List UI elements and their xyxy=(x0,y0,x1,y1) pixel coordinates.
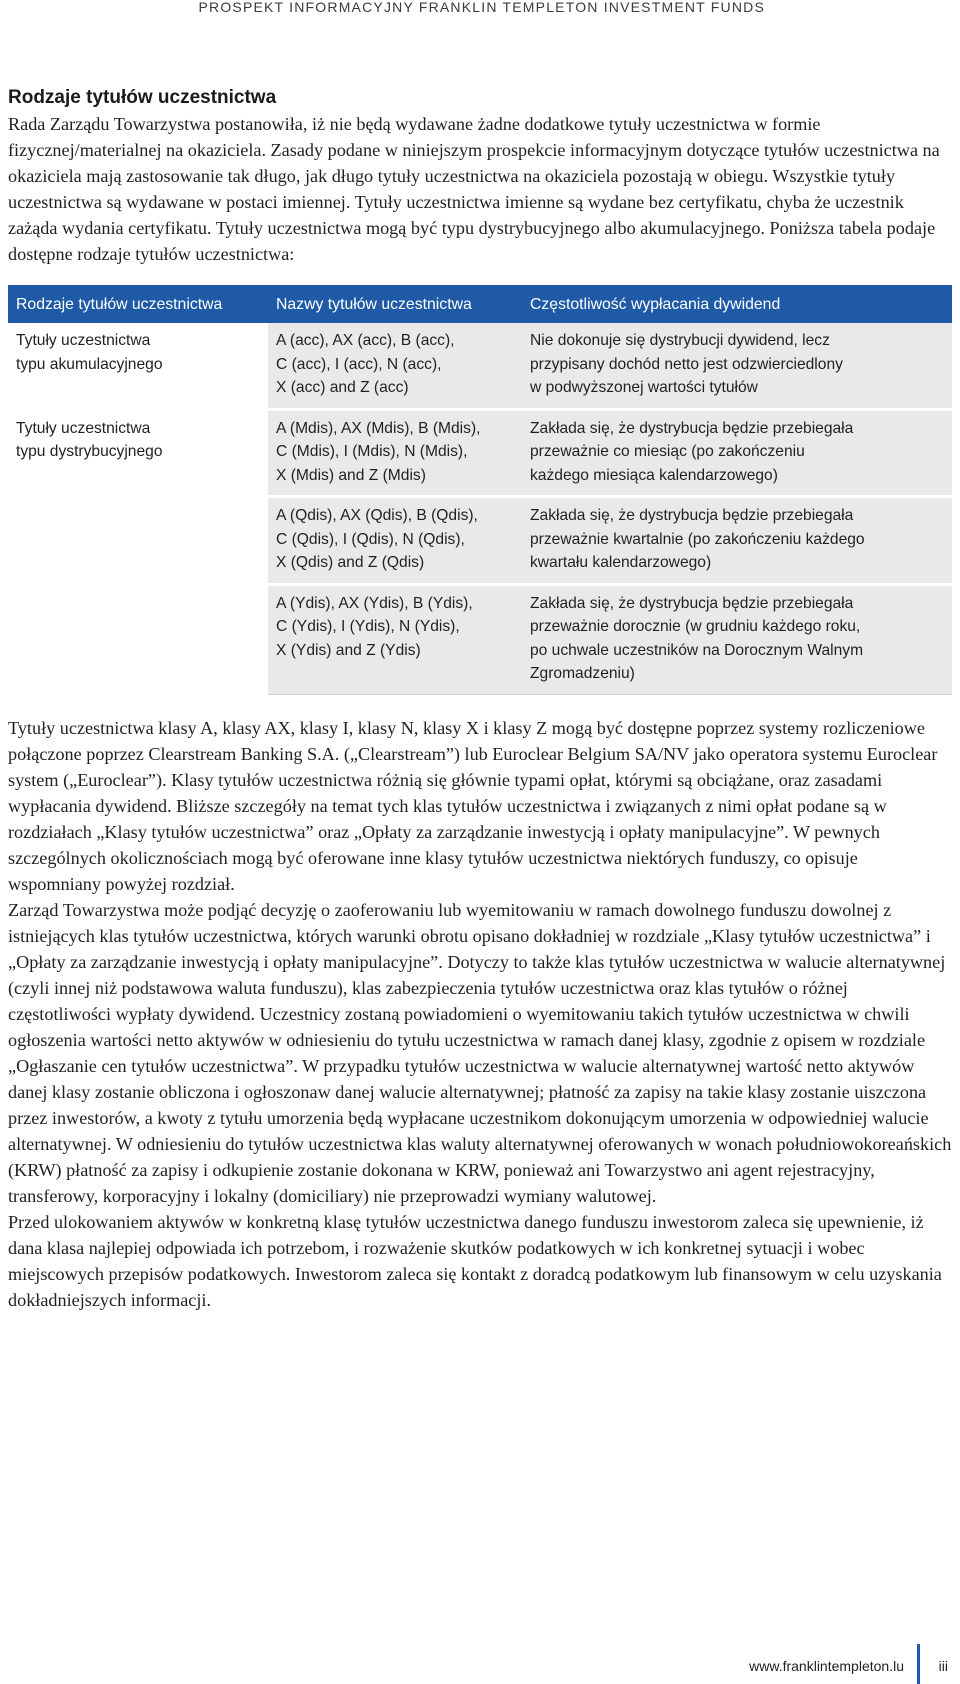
table-row xyxy=(8,409,952,497)
frequency-line: przeważnie dorocznie (w grudniu każdego roku, xyxy=(530,618,861,635)
table-header-cell: Rodzaje tytułów uczestnictwa xyxy=(8,285,268,323)
frequency-line: przypisany dochód netto jest odzwierciedlony xyxy=(530,355,843,373)
class-names-cell xyxy=(268,409,522,497)
class-names-line: X (acc) and Z (acc) xyxy=(276,379,409,396)
frequency-cell xyxy=(522,409,952,497)
table-header-cell: Nazwy tytułów uczestnictwa xyxy=(268,285,522,323)
class-type-line: typu akumulacyjnego xyxy=(16,355,163,373)
class-names-cell xyxy=(268,584,522,694)
footer-divider xyxy=(917,1644,920,1684)
class-names-line: A (Ydis), AX (Ydis), B (Ydis), xyxy=(276,594,473,612)
class-names-line: C (Qdis), I (Qdis), N (Qdis), xyxy=(276,530,465,548)
page-number: iii xyxy=(938,1658,948,1674)
table-header-cell: Częstotliwość wypłacania dywidend xyxy=(522,285,952,323)
body-paragraph: Przed ulokowaniem aktywów w konkretną klasę tytułów uczestnictwa danego funduszu inwestorom zaleca się upewnienie, iż dana klasa najlepiej odpowiada ich potrzebom, i rozważenie skutków podatkowych w ich konkretnej sytuacji i wobec miejscowych przepisów podatkowych. Inwestorom zaleca się kontakt z doradcą podatkowym lub finansowym w celu uzyskania dokładniejszych informacji. xyxy=(8,1211,942,1310)
body-paragraph: Zarząd Towarzystwa może podjąć decyzję o zaoferowaniu lub wyemitowaniu w ramach dowolnego funduszu dowolnej z istniejących klas tytułów uczestnictwa, których warunki obrotu opisano dokładniej w rozdziale „Klasy tytułów uczestnictwa” i „Opłaty za zarządzanie inwestycją i opłaty manipulacyjne”. Dotyczy to także klas tytułów uczestnictwa w walucie alternatywnej (czyli innej niż podstawowa waluta funduszu), klas zabezpieczenia tytułów uczestnictwa oraz klas tytułów o różnej częstotliwości wypłaty dywidend. Uczestnicy zostaną powiadomieni o wyemitowaniu takich tytułów uczestnictwa w chwili ogłoszenia wartości netto aktywów w odniesieniu do tytułu uczestnictwa w ramach danej klasy, zgodnie z opisem w rozdziale „Ogłaszanie cen tytułów uczestnictwa”. W przypadku tytułów uczestnictwa w walucie alternatywnej wartość netto aktywów danej klasy zostanie obliczona i ogłoszonaw danej walucie alternatywnej; płatność za zapisy na takie klasy zostanie uiszczona przez inwestorów, a kwoty z tytułu umorzenia będą wypłacane uczestnikom dokonującym umorzenia w odpowiedniej walucie alternatywnej. W odniesieniu do tytułów uczestnictwa klas waluty alternatywnej oferowanych w wonach południowokoreańskich (KRW) płatność za zapisy i odkupienie zostanie dokonana w KRW, ponieważ ani Towarzystwo ani agent rejestracyjny, transferowy, korporacyjny i lokalny (domiciliary) nie przeprowadzi wymiany walutowej. xyxy=(8,899,952,1206)
class-type-cell xyxy=(8,323,268,409)
class-type-line: typu dystrybucyjnego xyxy=(16,443,163,460)
body-paragraph: Tytuły uczestnictwa klasy A, klasy AX, klasy I, klasy N, klasy X i klasy Z mogą być dostępne poprzez systemy rozliczeniowe połączone poprzez Clearstream Banking S.A. („Clearstream”) lub Euroclear Belgium SA/NV jako operatora systemu Euroclear system („Euroclear”). Klasy tytułów uczestnictwa różnią się głównie typami opłat, którymi są obciążane, oraz zasadami wypłacania dywidend. Bliższe szczegóły na temat tych klas tytułów uczestnictwa i związanych z nimi opłat podane są w rozdziałach „Klasy tytułów uczestnictwa” oraz „Opłaty za zarządzanie inwestycją i opłaty manipulacyjne”. W pewnych szczególnych okolicznościach mogą być oferowane inne klasy tytułów uczestnictwa niektórych funduszy, co opisuje wspomniany powyżej rozdział. xyxy=(8,717,938,894)
section-title: Rodzaje tytułów uczestnictwa xyxy=(8,87,277,108)
class-type-cell xyxy=(8,409,268,694)
class-names-line: A (Mdis), AX (Mdis), B (Mdis), xyxy=(276,419,481,437)
class-names-line: X (Mdis) and Z (Mdis) xyxy=(276,466,426,484)
class-names-cell xyxy=(268,323,522,409)
footer-website-link[interactable]: www.franklintempleton.lu xyxy=(749,1658,904,1674)
frequency-line: Zakłada się, że dystrybucja będzie przebiegała xyxy=(530,594,854,612)
class-type-line: Tytuły uczestnictwa xyxy=(16,419,151,437)
table-row xyxy=(8,323,952,409)
frequency-line: Zakłada się, że dystrybucja będzie przebiegała xyxy=(530,507,854,524)
page-content xyxy=(8,85,952,1313)
class-names-line: C (acc), I (acc), N (acc), xyxy=(276,355,442,373)
frequency-line: przeważnie kwartalnie (po zakończeniu każdego xyxy=(530,530,865,548)
class-names-line: X (Ydis) and Z (Ydis) xyxy=(276,641,421,659)
frequency-line: Zgromadzeniu) xyxy=(530,665,635,682)
class-type-line: Tytuły uczestnictwa xyxy=(16,332,151,349)
class-names-line: X (Qdis) and Z (Qdis) xyxy=(276,554,425,571)
table-header-row xyxy=(8,285,952,323)
frequency-line: każdego miesiąca kalendarzowego) xyxy=(530,466,778,484)
intro-paragraph: Rada Zarządu Towarzystwa postanowiła, iż nie będą wydawane żadne dodatkowe tytuły uczestnictwa w formie fizycznej/materialnej na okaziciela. Zasady podane w niniejszym prospekcie informacyjnym dotyczące tytułów uczestnictwa na okaziciela mają zastosowanie tak długo, jak długo tytuły uczestnictwa na okaziciela pozostają w obiegu. Wszystkie tytuły uczestnictwa są wydawane w postaci imiennej. Tytuły uczestnictwa imienne są wydane bez certyfikatu, chyba że uczestnik zażąda wydania certyfikatu. Tytuły uczestnictwa mogą być typu dystrybucyjnego albo akumulacyjnego. Poniższa tabela podaje dostępne rodzaje tytułów uczestnictwa: xyxy=(8,114,940,264)
running-header: PROSPEKT INFORMACYJNY FRANKLIN TEMPLETON INVESTMENT FUNDS xyxy=(198,0,765,15)
frequency-cell xyxy=(522,584,952,694)
frequency-line: w podwyższonej wartości tytułów xyxy=(530,379,758,396)
frequency-line: Zakłada się, że dystrybucja będzie przebiegała xyxy=(530,419,854,437)
frequency-line: Nie dokonuje się dystrybucji dywidend, lecz xyxy=(530,332,830,349)
class-names-line: C (Ydis), I (Ydis), N (Ydis), xyxy=(276,618,460,635)
frequency-cell xyxy=(522,497,952,585)
class-names-line: C (Mdis), I (Mdis), N (Mdis), xyxy=(276,443,468,460)
share-classes-table xyxy=(8,285,952,695)
frequency-line: po uchwale uczestników na Dorocznym Walnym xyxy=(530,641,864,659)
frequency-cell xyxy=(522,323,952,409)
class-names-line: A (Qdis), AX (Qdis), B (Qdis), xyxy=(276,507,478,524)
frequency-line: przeważnie co miesiąc (po zakończeniu xyxy=(530,443,805,460)
class-names-cell xyxy=(268,497,522,585)
class-names-line: A (acc), AX (acc), B (acc), xyxy=(276,332,455,349)
frequency-line: kwartału kalendarzowego) xyxy=(530,554,712,571)
